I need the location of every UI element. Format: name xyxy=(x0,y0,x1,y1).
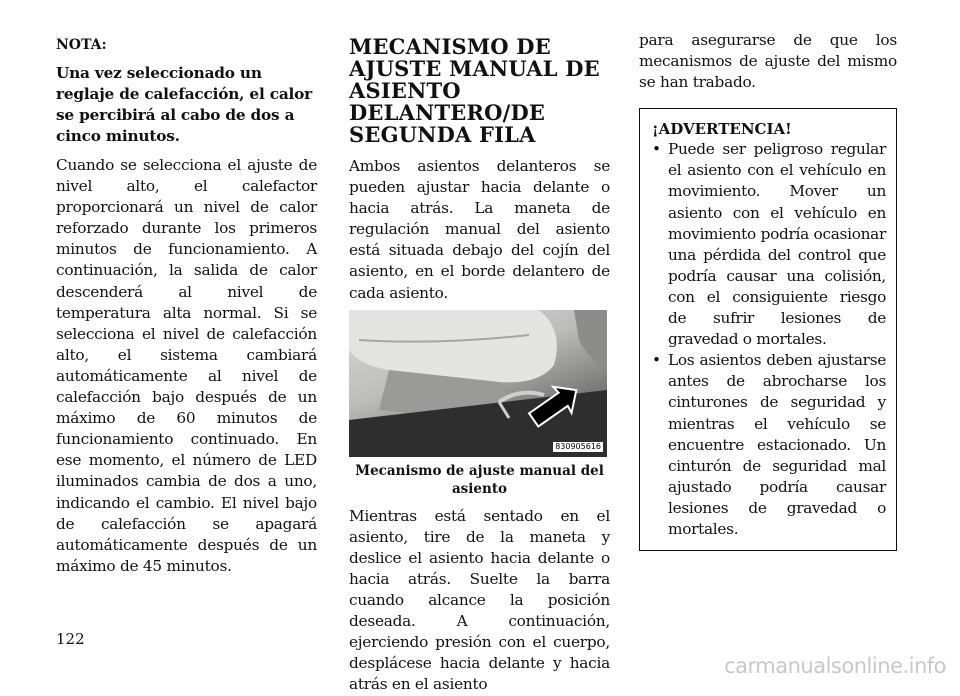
warning-list xyxy=(652,139,886,540)
warning-title: ¡ADVERTENCIA! xyxy=(652,120,792,139)
figure-code: 830905616 xyxy=(555,441,601,451)
watermark: carmanualsonline.info xyxy=(724,654,946,678)
warning-text: Puede ser peligroso regular el asiento con el vehículo en movimiento. Mover un asiento con el vehículo en movimiento podría ocasionar una pérdida del control que podría causar una colisión, con el consiguiente riesgo de sufrir lesiones de gravedad o mortales. xyxy=(668,140,886,349)
note-label: NOTA: xyxy=(56,37,107,53)
left-column xyxy=(56,30,317,577)
continuation-paragraph: para asegurarse de que los mecanismos de ajuste del mismo se han trabado. xyxy=(639,31,897,92)
warning-box xyxy=(639,108,897,551)
note-text: Una vez seleccionado un reglaje de calefacción, el calor se percibirá al cabo de dos a cinco minutos. xyxy=(56,64,312,145)
intro-paragraph: Ambos asientos delanteros se pueden ajustar hacia delante o hacia atrás. La maneta de regulación manual del asiento está situada debajo del cojín del asiento, en el borde delantero de cada asiento. xyxy=(349,157,610,302)
adjust-paragraph: Mientras está sentado en el asiento, tire de la maneta y deslice el asiento hacia delante o hacia atrás. Suelte la barra cuando alcance la posición deseada. A continuación, ejerciendo presión con el cuerpo, desplácese hacia delante y hacia atrás en el asiento xyxy=(349,506,610,694)
seat-illustration xyxy=(349,310,607,457)
bullet-icon: • xyxy=(652,351,661,370)
heating-paragraph: Cuando se selecciona el ajuste de nivel alto, el calefactor proporcionará un nivel de calor reforzado durante los primeros minutos de funcionamiento. A continuación, la salida de calor descenderá al nivel de temperatura alta normal. Si se selecciona el nivel de calefacción alto, el sistema cambiará automáticamente al nivel de calefacción bajo después de un máximo de 60 minutos de funcionamiento continuado. En ese momento, el número de LED iluminados cambia de dos a uno, indicando el cambio. El nivel bajo de calefacción se apagará automáticamente después de un máximo de 45 minutos. xyxy=(56,156,317,575)
seat-adjuster-photo xyxy=(349,310,607,457)
section-heading: MECANISMO DE AJUSTE MANUAL DE ASIENTO DELANTERO/DE SEGUNDA FILA xyxy=(349,34,600,147)
right-column xyxy=(639,30,897,551)
middle-column xyxy=(349,30,610,696)
figure-caption: Mecanismo de ajuste manual del asiento xyxy=(355,462,604,497)
warning-item xyxy=(652,350,886,540)
bullet-icon: • xyxy=(652,140,661,159)
warning-item xyxy=(652,139,886,350)
warning-text: Los asientos deben ajustarse antes de abrocharse los cinturones de seguridad y mientras el vehículo se encuentre estacionado. Un cinturón de seguridad mal ajustado podría causar lesiones de gravedad o mortales. xyxy=(668,351,886,538)
page-number: 122 xyxy=(56,630,85,648)
